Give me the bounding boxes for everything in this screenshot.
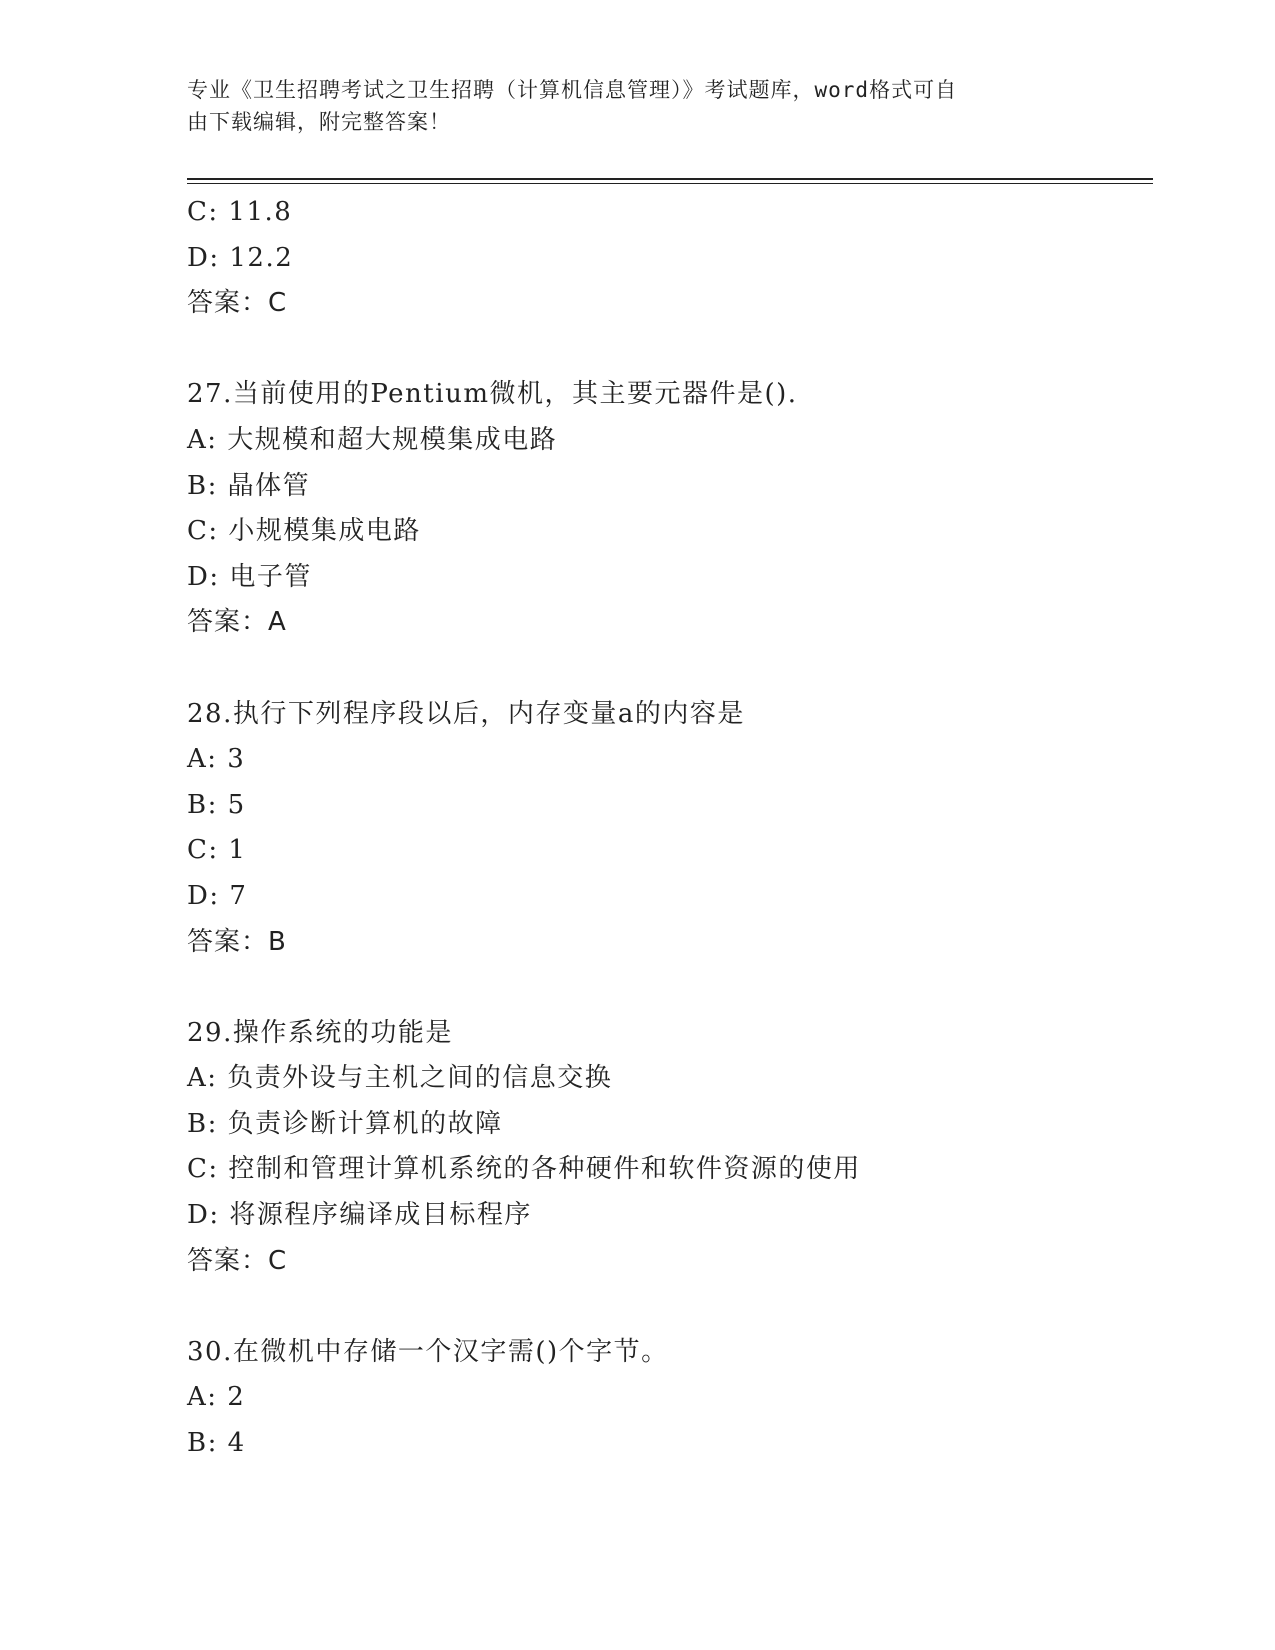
- option-text: C: 控制和管理计算机系统的各种硬件和软件资源的使用: [187, 1154, 861, 1185]
- option-text: B: 晶体管: [187, 470, 311, 501]
- answer-text: 答案：A: [187, 607, 287, 638]
- header-line-2: 由下载编辑，附完整答案！: [187, 110, 451, 134]
- option-text: A: 3: [187, 744, 246, 775]
- question-text: 28.执行下列程序段以后，内存变量a的内容是: [187, 698, 745, 729]
- option-text: B: 5: [187, 789, 246, 820]
- answer-text: 答案：C: [187, 1245, 288, 1276]
- option-text: D: 将源程序编译成目标程序: [187, 1200, 532, 1231]
- option-text: B: 负责诊断计算机的故障: [187, 1108, 503, 1139]
- option-text: A: 负责外设与主机之间的信息交换: [187, 1063, 613, 1094]
- option-text: D: 7: [187, 880, 248, 911]
- question-text: 30.在微机中存储一个汉字需()个字节。: [187, 1336, 669, 1367]
- header-line-1: 专业《卫生招聘考试之卫生招聘（计算机信息管理）》考试题库，word格式可自: [187, 78, 958, 102]
- section-spacer: [187, 965, 1153, 1011]
- option-text: C: 小规模集成电路: [187, 516, 421, 547]
- option-text: D: 电子管: [187, 561, 312, 592]
- section-spacer: [187, 1284, 1153, 1330]
- document-header: [187, 74, 1087, 138]
- header-divider-thin: [187, 183, 1153, 184]
- section-spacer: [187, 327, 1153, 373]
- header-divider-thick: [187, 178, 1153, 180]
- question-list: [187, 190, 1153, 1467]
- option-text: D: 12.2: [187, 242, 294, 273]
- answer-text: 答案：B: [187, 926, 287, 957]
- option-text: C: 1: [187, 835, 247, 866]
- question-text: 29.操作系统的功能是: [187, 1017, 453, 1048]
- question-text: 27.当前使用的Pentium微机，其主要元器件是().: [187, 379, 798, 410]
- section-spacer: [187, 646, 1153, 692]
- option-text: B: 4: [187, 1428, 246, 1459]
- option-text: C: 11.8: [187, 197, 293, 227]
- option-text: A: 大规模和超大规模集成电路: [187, 424, 558, 455]
- option-text: A: 2: [187, 1382, 246, 1413]
- answer-text: 答案：C: [187, 288, 288, 319]
